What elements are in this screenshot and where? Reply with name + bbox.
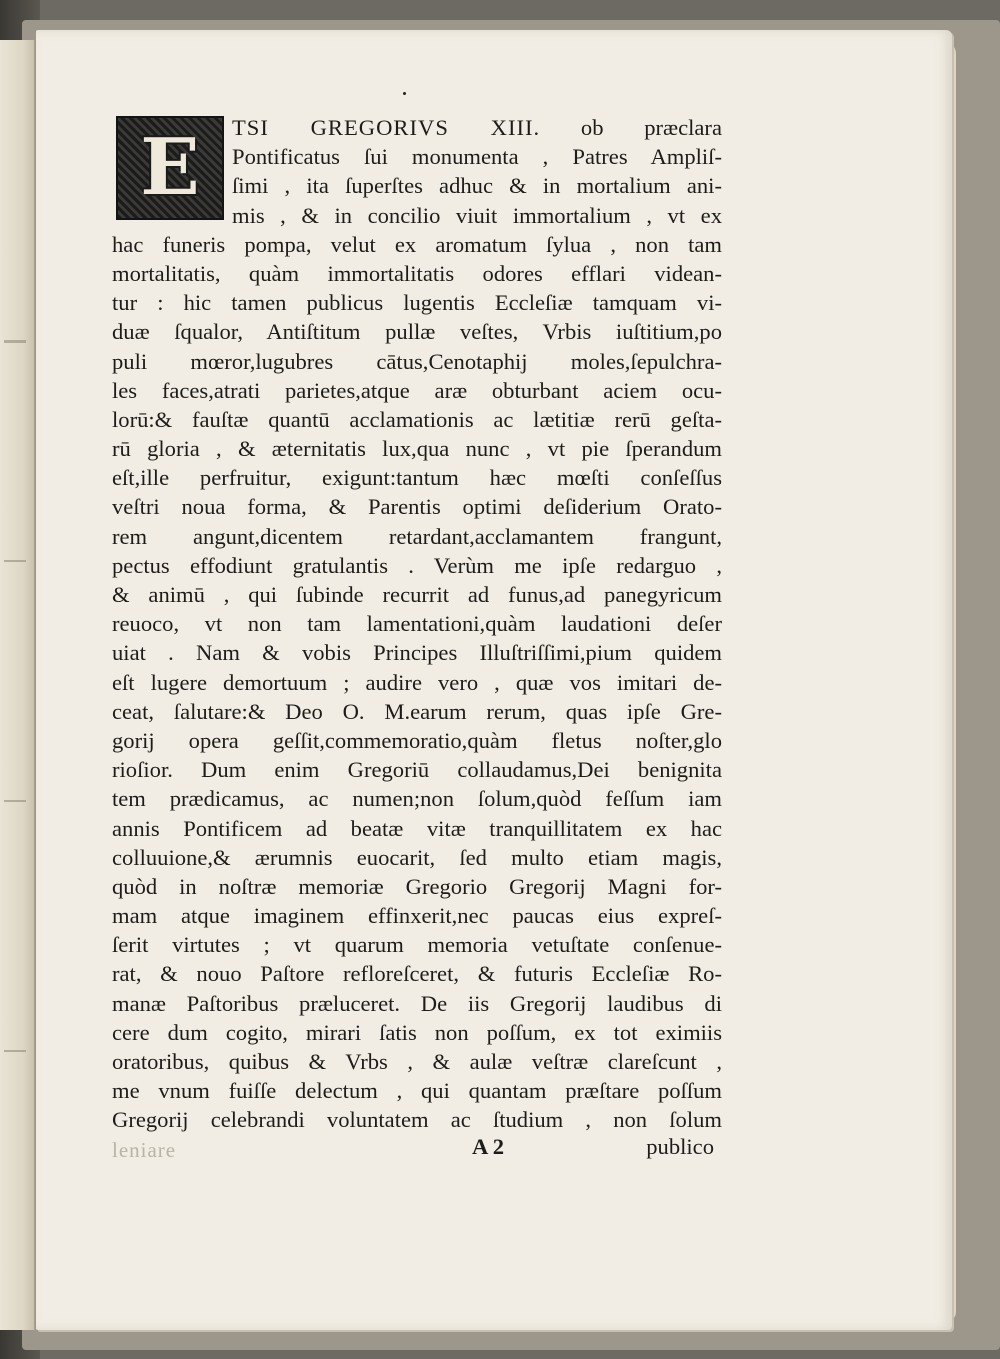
text-line: oratoribus, quibus & Vrbs , & aulæ veſtræ clareſcunt , bbox=[112, 1049, 722, 1074]
text-line: ſimi , ita ſuperſtes adhuc & in mortalium ani- bbox=[232, 173, 722, 199]
text-line: veſtri noua forma, & Parentis optimi deſiderium Orato- bbox=[112, 494, 722, 520]
initial-letter: E bbox=[140, 122, 200, 213]
body-text bbox=[112, 113, 722, 1135]
text-line: me vnum fuiſſe delectum , qui quantam præſtare poſſum bbox=[112, 1078, 722, 1104]
text-line: colluuione,& ærumnis euocarit, ſed multo etiam magis, bbox=[112, 844, 722, 870]
text-line: gorij opera geſſit,commemoratio,quàm fletus noſter,glo bbox=[112, 727, 722, 753]
text-line: rem angunt,dicentem retardant,acclamantem frangunt, bbox=[112, 523, 722, 549]
text-line: puli mœror,lugubres cātus,Cenotaphij moles,ſepulchra- bbox=[112, 348, 722, 374]
ink-dot bbox=[403, 92, 406, 95]
text-line: eſt lugere demortuum ; audire vero , quæ vos imitari de- bbox=[112, 669, 722, 695]
text-line: eſt,ille perfruitur, exigunt:tantum hæc mœſti conſeſſus bbox=[112, 465, 722, 491]
text-line: lorū:& fauſtæ quantū acclamationis ac lætitiæ rerū geſta- bbox=[112, 406, 722, 432]
text-line: hac funeris pompa, velut ex aromatum ſylua , non tam bbox=[112, 231, 722, 257]
text-line: mortalitatis, quàm immortalitatis odores efflari videan- bbox=[112, 260, 722, 286]
text-line: manæ Paſtoribus præluceret. De iis Gregorij laudibus di bbox=[112, 990, 722, 1016]
show-through-text: leniare bbox=[112, 1138, 177, 1162]
page-footer bbox=[112, 1134, 714, 1164]
text-line: rū gloria , & æternitatis lux,qua nunc , vt pie ſperandum bbox=[112, 436, 722, 462]
text-line: tur : hic tamen publicus lugentis Eccleſiæ tamquam vi- bbox=[112, 290, 722, 316]
text-line: mis , & in concilio viuit immortalium , vt ex bbox=[232, 202, 722, 228]
text-line: reuoco, vt non tam lamentationi,quàm laudationi deſer bbox=[112, 611, 722, 637]
text-line: Gregorij celebrandi voluntatem ac ſtudium , non ſolum bbox=[112, 1107, 722, 1133]
text-line: rat, & nouo Paſtore refloreſceret, & futuris Eccleſiæ Ro- bbox=[112, 961, 722, 987]
text-line: annis Pontificem ad beatæ vitæ tranquillitatem ex hac bbox=[112, 815, 722, 841]
opening-caps: TSI GREGORIVS XIII. bbox=[232, 115, 541, 140]
text-line: les faces,atrati parietes,atque aræ obturbant aciem ocu- bbox=[112, 377, 722, 403]
text-line: tem prædicamus, ac numen;non ſolum,quòd feſſum iam bbox=[112, 786, 722, 812]
text-line: rioſior. Dum enim Gregoriū collaudamus,Dei benignita bbox=[112, 757, 722, 783]
text-line: mam atque imaginem effinxerit,nec paucas eius expreſ- bbox=[112, 903, 722, 929]
text-line: quòd in noſtræ memoriæ Gregorio Gregorij Magni for- bbox=[112, 873, 722, 899]
text-line: Pontificatus ſui monumenta , Patres Ampliſ- bbox=[232, 144, 722, 170]
signature-mark: A 2 bbox=[472, 1134, 505, 1159]
text-line: uiat . Nam & vobis Principes Illuſtriſſimi,pium quidem bbox=[112, 640, 722, 666]
text-line: ſerit virtutes ; vt quarum memoria vetuſtate conſenue- bbox=[112, 932, 722, 958]
text-line: pectus effodiunt gratulantis . Verùm me ipſe redarguo , bbox=[112, 552, 722, 578]
text-line-first bbox=[112, 113, 722, 142]
text-line: duæ ſqualor, Antiſtitum pullæ veſtes, Vrbis iuſtitium,po bbox=[112, 319, 722, 345]
text-line: cere dum cogito, mirari ſatis non poſſum, ex tot eximiis bbox=[112, 1019, 722, 1045]
opening-rest: ob præclara bbox=[580, 115, 722, 140]
text-line: & animū , qui ſubinde recurrit ad funus,ad panegyricum bbox=[112, 582, 722, 607]
facing-page-edge bbox=[0, 40, 35, 1330]
text-line: ceat, ſalutare:& Deo O. M.earum rerum, quas ipſe Gre- bbox=[112, 698, 722, 724]
catchword: publico bbox=[646, 1134, 714, 1159]
